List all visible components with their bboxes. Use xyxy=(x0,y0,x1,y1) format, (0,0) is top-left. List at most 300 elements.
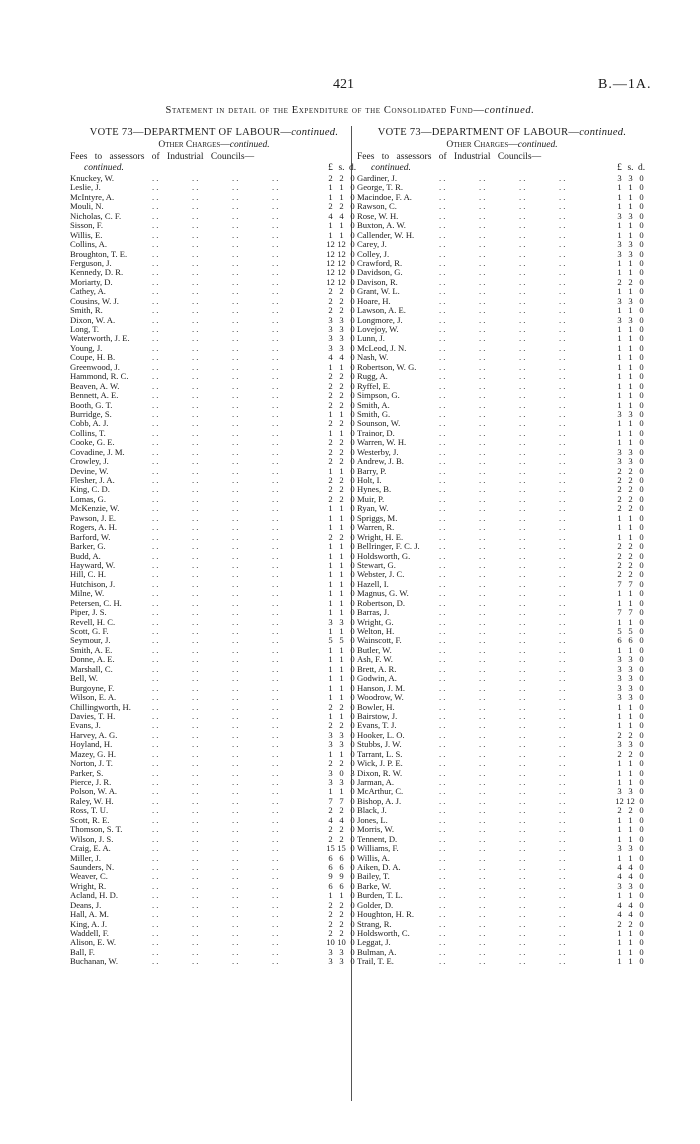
entry-pounds: 7 xyxy=(617,578,622,589)
charges-heading-continued: continued. xyxy=(517,140,558,150)
entry-pounds: 3 xyxy=(617,843,622,854)
entry-row xyxy=(70,485,358,494)
leader-dots: . . . . . . . . xyxy=(152,918,279,929)
leader-dots: . . . . . . . . xyxy=(152,267,279,278)
entry-row xyxy=(70,769,358,778)
entry-pence: 0 xyxy=(639,918,644,929)
entry-row xyxy=(70,221,358,230)
entry-name: Tennent, D. xyxy=(357,833,398,844)
entry-pounds: 1 xyxy=(617,824,622,835)
entry-row xyxy=(70,193,358,202)
entry-name: Simpson, G. xyxy=(357,390,400,401)
entry-pence: 0 xyxy=(639,541,644,552)
entry-pounds: 1 xyxy=(617,342,622,353)
entry-pounds: 3 xyxy=(617,239,622,250)
entry-pounds: 2 xyxy=(328,805,333,816)
entry-name: McKenzie, W. xyxy=(70,503,120,514)
entry-pence: 0 xyxy=(350,777,355,787)
entry-pounds: 3 xyxy=(617,408,622,419)
leader-dots: . . . . . . . . xyxy=(152,512,279,523)
entry-row xyxy=(70,212,358,221)
right-column xyxy=(357,126,647,967)
entry-name: Seymour, J. xyxy=(70,635,111,646)
entry-row xyxy=(70,957,358,966)
entry-pence: 0 xyxy=(350,559,355,570)
entry-row xyxy=(357,495,647,504)
entry-pounds: 3 xyxy=(617,173,622,183)
entry-row xyxy=(357,693,647,702)
leader-dots: . . . . . . . . xyxy=(152,720,279,731)
entry-pence: 0 xyxy=(350,427,355,438)
leader-dots: . . . . . . . . xyxy=(152,805,279,816)
entry-pence: 0 xyxy=(639,446,644,457)
leader-dots: . . . . . . . . xyxy=(152,541,279,552)
entry-pounds: 3 xyxy=(328,324,333,334)
entry-pence: 0 xyxy=(350,531,355,542)
entry-row xyxy=(70,457,358,466)
entry-shillings: 2 xyxy=(339,484,344,495)
entry-row xyxy=(357,891,647,900)
entry-name: Lawson, A. E. xyxy=(357,305,406,316)
entry-shillings: 2 xyxy=(339,833,344,844)
entry-shillings: 2 xyxy=(628,559,633,570)
entry-shillings: 1 xyxy=(339,626,344,636)
charges-heading-continued: continued. xyxy=(229,140,270,150)
entry-pounds: 1 xyxy=(617,399,622,410)
entry-shillings: 1 xyxy=(628,946,633,957)
entry-name: Wilson, E. A. xyxy=(70,692,117,703)
leader-dots: . . . . . . . . xyxy=(439,692,566,703)
entry-name: Davidson, G. xyxy=(357,267,403,278)
entry-pounds: 1 xyxy=(328,220,333,231)
leader-dots: . . . . . . . . xyxy=(439,748,566,759)
entry-pounds: 4 xyxy=(328,352,333,363)
leader-dots: . . . . . . . . xyxy=(152,380,279,391)
entry-pounds: 2 xyxy=(328,720,333,731)
entry-row xyxy=(357,419,647,428)
entry-shillings: 4 xyxy=(339,352,344,363)
leader-dots: . . . . . . . . xyxy=(439,305,566,316)
entry-pence: 0 xyxy=(639,267,644,278)
leader-dots: . . . . . . . . xyxy=(152,484,279,495)
entry-name: Barry, P. xyxy=(357,465,387,476)
entry-shillings: 7 xyxy=(339,795,344,806)
left-column xyxy=(70,126,358,967)
entry-row xyxy=(70,910,358,919)
leader-dots: . . . . . . . . xyxy=(152,559,279,570)
entry-pence: 0 xyxy=(350,182,355,193)
entry-pounds: 2 xyxy=(328,418,333,429)
leader-dots: . . . . . . . . xyxy=(152,814,279,825)
entry-name: Bishop, A. J. xyxy=(357,795,402,806)
entry-pounds: 1 xyxy=(617,777,622,787)
entry-row xyxy=(357,325,647,334)
entry-shillings: 3 xyxy=(628,663,633,674)
entry-shillings: 2 xyxy=(339,201,344,212)
vote-heading-continued: continued. xyxy=(579,127,627,138)
entry-shillings: 1 xyxy=(339,710,344,721)
entry-pounds: 6 xyxy=(328,852,333,863)
entry-name: Nicholas, C. F. xyxy=(70,210,122,221)
entry-pounds: 1 xyxy=(617,352,622,363)
entry-pence: 0 xyxy=(639,626,644,636)
charges-heading-main: Other Charges— xyxy=(446,140,518,150)
charges-heading-main: Other Charges— xyxy=(158,140,230,150)
entry-name: Williams, F. xyxy=(357,843,399,854)
entry-name: Bairstow, J. xyxy=(357,710,398,721)
entry-name: Callender, W. H. xyxy=(357,229,415,240)
entry-name: Holt, I. xyxy=(357,475,382,485)
entry-row xyxy=(357,712,647,721)
entry-shillings: 2 xyxy=(628,805,633,816)
entry-row xyxy=(70,891,358,900)
leader-dots: . . . . . . . . xyxy=(152,276,279,287)
entry-pounds: 3 xyxy=(617,786,622,797)
leader-dots: . . . . . . . . xyxy=(152,239,279,250)
leader-dots: . . . . . . . . xyxy=(152,701,279,712)
entry-pence: 0 xyxy=(350,380,355,391)
entry-shillings: 1 xyxy=(628,399,633,410)
leader-dots: . . . . . . . . xyxy=(152,324,279,334)
entry-shillings: 2 xyxy=(628,465,633,476)
leader-dots: . . . . . . . . xyxy=(152,333,279,344)
entry-pence: 0 xyxy=(639,871,644,882)
entry-pence: 0 xyxy=(639,928,644,938)
entry-name: Buxton, A. W. xyxy=(357,220,406,231)
entry-name: Ryan, W. xyxy=(357,503,389,514)
leader-dots: . . . . . . . . xyxy=(152,833,279,844)
entry-name: Jones, L. xyxy=(357,814,388,825)
entry-row xyxy=(357,240,647,249)
entry-shillings: 12 xyxy=(626,795,635,806)
entry-pence: 0 xyxy=(639,276,644,287)
entry-pence: 0 xyxy=(639,173,644,183)
entry-pounds: 1 xyxy=(328,890,333,901)
entry-pence: 0 xyxy=(639,295,644,306)
entry-pence: 0 xyxy=(639,644,644,655)
entry-pounds: 1 xyxy=(617,437,622,448)
entry-name: Barford, W. xyxy=(70,531,111,542)
entry-row xyxy=(357,410,647,419)
entry-row xyxy=(357,268,647,277)
entry-pounds: 2 xyxy=(328,833,333,844)
entry-pence: 0 xyxy=(350,663,355,674)
entry-pence: 0 xyxy=(639,758,644,769)
entry-pence: 0 xyxy=(350,503,355,514)
entry-shillings: 2 xyxy=(628,503,633,514)
entry-pence: 0 xyxy=(639,578,644,589)
entry-row xyxy=(357,278,647,287)
entry-row xyxy=(357,825,647,834)
leader-dots: . . . . . . . . xyxy=(152,248,279,259)
entry-pounds: 2 xyxy=(617,550,622,561)
entry-shillings: 3 xyxy=(339,324,344,334)
entry-pounds: 2 xyxy=(617,493,622,504)
entry-row xyxy=(357,769,647,778)
entry-shillings: 5 xyxy=(628,626,633,636)
entry-pence: 0 xyxy=(350,635,355,646)
entry-pence: 0 xyxy=(639,597,644,608)
entry-list xyxy=(70,174,358,967)
leader-dots: . . . . . . . . xyxy=(152,626,279,636)
entry-row xyxy=(357,957,647,966)
entry-shillings: 1 xyxy=(339,644,344,655)
entry-pounds: 2 xyxy=(328,899,333,910)
entry-name: Houghton, H. R. xyxy=(357,909,415,920)
entry-pounds: 4 xyxy=(328,814,333,825)
entry-name: McIntyre, A. xyxy=(70,191,115,202)
entry-shillings: 1 xyxy=(628,833,633,844)
entry-pence: 0 xyxy=(350,682,355,693)
entry-shillings: 1 xyxy=(628,191,633,202)
entry-shillings: 1 xyxy=(339,503,344,514)
entry-pounds: 1 xyxy=(328,710,333,721)
entry-name: Robertson, W. G. xyxy=(357,361,417,372)
entry-pounds: 2 xyxy=(328,173,333,183)
leader-dots: . . . . . . . . xyxy=(439,239,566,250)
entry-name: Rugg, A. xyxy=(357,371,388,382)
entry-row xyxy=(357,910,647,919)
entry-name: Pierce, J. R. xyxy=(70,777,112,787)
entry-pounds: 1 xyxy=(617,229,622,240)
leader-dots: . . . . . . . . xyxy=(152,682,279,693)
leader-dots: . . . . . . . . xyxy=(152,493,279,504)
leader-dots: . . . . . . . . xyxy=(152,286,279,297)
leader-dots: . . . . . . . . xyxy=(152,956,279,967)
entry-name: Evans, J. xyxy=(70,720,101,731)
entry-pence: 0 xyxy=(639,635,644,646)
entry-shillings: 6 xyxy=(339,861,344,872)
leader-dots: . . . . . . . . xyxy=(152,909,279,920)
leader-dots: . . . . . . . . xyxy=(152,399,279,410)
entry-row xyxy=(357,504,647,513)
entry-pence: 0 xyxy=(350,852,355,863)
entry-name: Coupe, H. B. xyxy=(70,352,116,363)
entry-shillings: 2 xyxy=(339,418,344,429)
entry-shillings: 1 xyxy=(339,597,344,608)
entry-pounds: 5 xyxy=(617,626,622,636)
entry-name: Harvey, A. G. xyxy=(70,729,118,740)
entry-shillings: 2 xyxy=(628,550,633,561)
leader-dots: . . . . . . . . xyxy=(152,890,279,901)
leader-dots: . . . . . . . . xyxy=(439,559,566,570)
entry-name: Davison, R. xyxy=(357,276,398,287)
entry-pence: 0 xyxy=(639,210,644,221)
entry-pounds: 3 xyxy=(617,739,622,750)
leader-dots: . . . . . . . . xyxy=(439,937,566,948)
entry-name: Stubbs, J. W. xyxy=(357,739,402,750)
continued-row xyxy=(70,163,358,173)
entry-pence: 0 xyxy=(350,418,355,429)
entry-shillings: 2 xyxy=(339,701,344,712)
entry-pounds: 3 xyxy=(328,314,333,325)
entry-pounds: 4 xyxy=(617,871,622,882)
entry-name: Hall, A. M. xyxy=(70,909,109,920)
entry-pence: 0 xyxy=(639,229,644,240)
entry-pounds: 1 xyxy=(617,257,622,268)
entry-pounds: 3 xyxy=(617,692,622,703)
leader-dots: . . . . . . . . xyxy=(439,814,566,825)
entry-name: Dixon, W. A. xyxy=(70,314,116,325)
entry-row xyxy=(70,523,358,532)
entry-shillings: 4 xyxy=(628,871,633,882)
entry-name: Miller, J. xyxy=(70,852,101,863)
entry-name: King, C. D. xyxy=(70,484,110,495)
entry-name: Petersen, C. H. xyxy=(70,597,122,608)
entry-pounds: 1 xyxy=(328,191,333,202)
leader-dots: . . . . . . . . xyxy=(439,729,566,740)
entry-name: Alison, E. W. xyxy=(70,937,117,948)
entry-pence: 0 xyxy=(350,890,355,901)
entry-name: Warren, R. xyxy=(357,522,395,533)
entry-name: Ryffel, E. xyxy=(357,380,391,391)
entry-shillings: 3 xyxy=(628,786,633,797)
entry-shillings: 1 xyxy=(339,673,344,684)
entry-pounds: 7 xyxy=(328,795,333,806)
entry-name: Hoyland, H. xyxy=(70,739,113,750)
entry-pence: 0 xyxy=(639,201,644,212)
entry-shillings: 2 xyxy=(628,276,633,287)
entry-name: Budd, A. xyxy=(70,550,101,561)
vote-heading-main: VOTE 73—DEPARTMENT OF LABOUR— xyxy=(89,127,292,138)
leader-dots: . . . . . . . . xyxy=(152,729,279,740)
entry-pounds: 1 xyxy=(328,512,333,523)
entry-row xyxy=(70,863,358,872)
entry-name: Wainscott, F. xyxy=(357,635,402,646)
entry-pounds: 1 xyxy=(617,720,622,731)
entry-shillings: 3 xyxy=(628,446,633,457)
entry-pence: 0 xyxy=(639,682,644,693)
entry-name: Cathey, A. xyxy=(70,286,106,297)
entry-pounds: 1 xyxy=(617,758,622,769)
entry-name: Nash, W. xyxy=(357,352,389,363)
entry-pence: 0 xyxy=(350,814,355,825)
entry-shillings: 3 xyxy=(339,333,344,344)
leader-dots: . . . . . . . . xyxy=(439,361,566,372)
entry-pence: 0 xyxy=(350,484,355,495)
entry-row xyxy=(357,938,647,947)
entry-name: Mouli, N. xyxy=(70,201,104,212)
entry-name: Cobb, A. J. xyxy=(70,418,109,429)
entry-row xyxy=(70,872,358,881)
entry-name: Crawford, R. xyxy=(357,257,403,268)
title-continued: continued. xyxy=(484,105,535,116)
entry-pence: 0 xyxy=(350,352,355,363)
entry-row xyxy=(70,419,358,428)
leader-dots: . . . . . . . . xyxy=(439,569,566,580)
entry-pence: 0 xyxy=(350,173,355,183)
entry-row xyxy=(70,268,358,277)
leader-dots: . . . . . . . . xyxy=(439,597,566,608)
entry-pence: 0 xyxy=(639,833,644,844)
entry-shillings: 1 xyxy=(339,692,344,703)
entry-name: Wright, R. xyxy=(70,880,107,891)
entry-name: Hooker, L. O. xyxy=(357,729,405,740)
entry-shillings: 1 xyxy=(628,531,633,542)
entry-pounds: 1 xyxy=(617,522,622,533)
entry-shillings: 4 xyxy=(628,861,633,872)
entry-pounds: 1 xyxy=(328,607,333,618)
entry-pounds: 1 xyxy=(328,522,333,533)
entry-name: Parker, S. xyxy=(70,767,104,778)
entry-name: Sounson, W. xyxy=(357,418,401,429)
entry-row xyxy=(357,655,647,664)
entry-pounds: 2 xyxy=(328,305,333,316)
entry-shillings: 2 xyxy=(339,390,344,401)
entry-row xyxy=(70,250,358,259)
entry-shillings: 1 xyxy=(628,324,633,334)
entry-row xyxy=(70,334,358,343)
entry-name: Donne, A. E. xyxy=(70,654,115,665)
entry-name: Piper, J. S. xyxy=(70,607,107,618)
entry-row xyxy=(70,174,358,183)
entry-pence: 0 xyxy=(350,578,355,589)
entry-shillings: 3 xyxy=(339,616,344,627)
leader-dots: . . . . . . . . xyxy=(152,229,279,240)
entry-name: Smith, R. xyxy=(70,305,103,316)
entry-pounds: 2 xyxy=(328,909,333,920)
entry-shillings: 3 xyxy=(339,342,344,353)
entry-shillings: 1 xyxy=(339,229,344,240)
entry-name: Hoare, H. xyxy=(357,295,391,306)
entry-pence: 0 xyxy=(639,946,644,957)
entry-row xyxy=(357,570,647,579)
leader-dots: . . . . . . . . xyxy=(152,361,279,372)
entry-shillings: 1 xyxy=(339,408,344,419)
leader-dots: . . . . . . . . xyxy=(439,324,566,334)
entry-name: Norton, J. T. xyxy=(70,758,113,769)
entry-name: Morris, W. xyxy=(357,824,395,835)
entry-pounds: 2 xyxy=(328,928,333,938)
entry-pounds: 2 xyxy=(617,465,622,476)
entry-name: Thomson, S. T. xyxy=(70,824,123,835)
entry-shillings: 1 xyxy=(628,928,633,938)
leader-dots: . . . . . . . . xyxy=(152,777,279,787)
entry-shillings: 1 xyxy=(628,588,633,599)
entry-pence: 0 xyxy=(639,673,644,684)
leader-dots: . . . . . . . . xyxy=(152,503,279,514)
entry-shillings: 15 xyxy=(337,843,346,854)
entry-pounds: 1 xyxy=(617,220,622,231)
leader-dots: . . . . . . . . xyxy=(439,267,566,278)
entry-pence: 0 xyxy=(639,729,644,740)
entry-shillings: 3 xyxy=(628,654,633,665)
entry-pence: 0 xyxy=(350,569,355,580)
leader-dots: . . . . . . . . xyxy=(439,201,566,212)
entry-row xyxy=(70,618,358,627)
entry-name: Warren, W. H. xyxy=(357,437,407,448)
entry-pounds: 2 xyxy=(617,559,622,570)
entry-name: Black, J. xyxy=(357,805,387,816)
leader-dots: . . . . . . . . xyxy=(152,437,279,448)
entry-shillings: 1 xyxy=(628,814,633,825)
entry-pounds: 1 xyxy=(617,324,622,334)
entry-shillings: 1 xyxy=(628,352,633,363)
entry-row xyxy=(357,467,647,476)
entry-pounds: 1 xyxy=(328,182,333,193)
entry-shillings: 2 xyxy=(339,286,344,297)
entry-pence: 0 xyxy=(350,824,355,835)
entry-shillings: 1 xyxy=(339,465,344,476)
lsd-header xyxy=(614,163,647,173)
leader-dots: . . . . . . . . xyxy=(152,607,279,618)
entry-pence: 0 xyxy=(350,239,355,250)
entry-shillings: 2 xyxy=(339,824,344,835)
entry-pounds: 2 xyxy=(328,295,333,306)
entry-pounds: 1 xyxy=(617,701,622,712)
entry-shillings: 1 xyxy=(628,220,633,231)
entry-name: Barker, G. xyxy=(70,541,106,552)
